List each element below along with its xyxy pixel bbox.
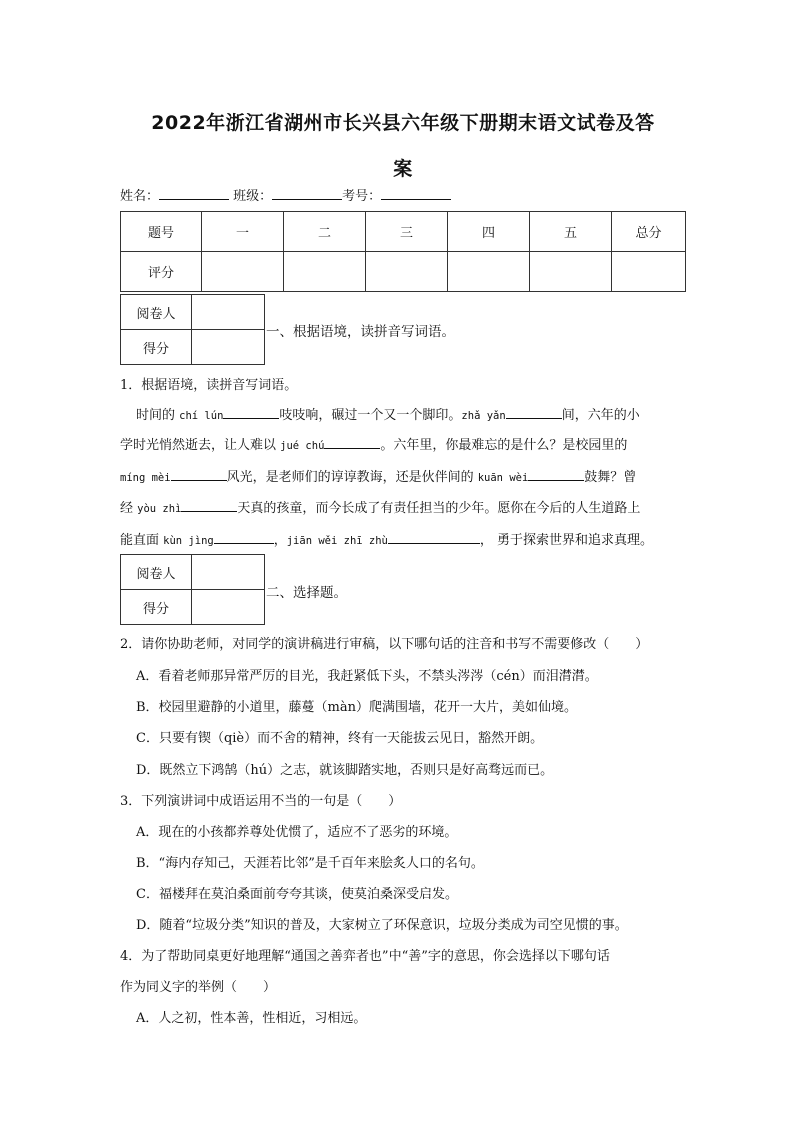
answer-blank xyxy=(223,405,279,419)
score-cell xyxy=(202,252,284,292)
name-label: 姓名： xyxy=(120,189,160,204)
score-cell xyxy=(192,330,265,365)
page-title: 2022年浙江省湖州市长兴县六年级下册期末语文试卷及答 案 xyxy=(151,112,655,180)
score-cell xyxy=(284,252,366,292)
pinyin: kùn jìng xyxy=(163,535,214,547)
question-3-option-c: C．福楼拜在莫泊桑面前夸夸其谈，使莫泊桑深受启发。 xyxy=(136,887,458,902)
reviewer-cell xyxy=(192,555,265,590)
pinyin: chí lún xyxy=(179,410,224,422)
score-header-cell: 一 xyxy=(202,212,284,252)
section-heading-2: 二、选择题。 xyxy=(266,585,347,601)
pinyin: zhǎ yǎn xyxy=(461,410,506,422)
student-info-line xyxy=(120,185,451,207)
pinyin: jué chú xyxy=(280,440,325,452)
class-label: 班级： xyxy=(233,189,273,204)
exam-number-label: 考号： xyxy=(342,189,382,204)
score-table-score-row xyxy=(121,252,686,292)
section-heading-1: 一、根据语境，读拼音写词语。 xyxy=(266,324,455,340)
score-cell xyxy=(612,252,686,292)
score-row-label: 评分 xyxy=(121,252,202,292)
answer-blank xyxy=(506,405,562,419)
score-table xyxy=(120,211,686,292)
reviewer-label: 阅卷人 xyxy=(121,555,192,590)
grader-box-section-2 xyxy=(120,554,265,625)
question-1-line: míng mèi 风光，是老师们的谆谆教诲，还是伙伴间的 kuān wèi 鼓舞？曾 xyxy=(120,466,686,485)
score-label: 得分 xyxy=(121,590,192,625)
score-header-cell: 五 xyxy=(530,212,612,252)
pinyin: jiān wěi zhī zhù xyxy=(286,535,388,547)
exam-number-blank xyxy=(381,185,451,200)
question-1-line: 经 yòu zhì 天真的孩童，而今长成了有责任担当的少年。愿你在今后的人生道路上 xyxy=(120,497,686,516)
question-1-line: 能直面 kùn jìng ，jiān wěi zhī zhù ， 勇于探索世界和追求真理。 xyxy=(120,529,686,548)
answer-blank xyxy=(181,498,237,512)
answer-blank xyxy=(171,467,227,481)
score-header-cell: 总分 xyxy=(612,212,686,252)
question-3-option-a: A．现在的小孩都养尊处优惯了，适应不了恶劣的环境。 xyxy=(136,825,458,840)
reviewer-label: 阅卷人 xyxy=(121,295,192,330)
class-blank xyxy=(272,185,342,200)
question-4-stem-line-2: 作为同义字的举例（ ） xyxy=(120,980,277,995)
question-2-option-a: A．看着老师那异常严厉的目光，我赶紧低下头，不禁头涔涔（cén）而泪潸潸。 xyxy=(136,669,598,684)
score-table-header-row xyxy=(121,212,686,252)
score-cell xyxy=(366,252,448,292)
question-3-stem: 3．下列演讲词中成语运用不当的一句是（ ） xyxy=(120,794,402,809)
question-2-option-c: C．只要有锲（qiè）而不舍的精神，终有一天能拔云见日，豁然开朗。 xyxy=(136,731,544,746)
question-2-option-b: B．校园里避静的小道里，藤蔓（màn）爬满围墙，花开一大片，美如仙境。 xyxy=(136,700,578,715)
question-4-stem-line-1: 4．为了帮助同桌更好地理解“通国之善弈者也”中“善”字的意思，你会选择以下哪句话 xyxy=(120,949,610,964)
question-1-line: 学时光悄然逝去，让人难以 jué chú 。六年里，你最难忘的是什么？是校园里的 xyxy=(120,434,686,453)
question-1-line: 时间的 chí lún 吱吱响，碾过一个又一个脚印。zhǎ yǎn 间，六年的小 xyxy=(136,404,702,423)
score-header-cell: 四 xyxy=(448,212,530,252)
question-3-option-b: B．“海内存知己，天涯若比邻”是千百年来脍炙人口的名句。 xyxy=(136,856,484,871)
pinyin: kuān wèi xyxy=(477,472,529,484)
question-3-option-d: D．随着“垃圾分类”知识的普及，大家树立了环保意识，垃圾分类成为司空见惯的事。 xyxy=(136,918,628,933)
answer-blank xyxy=(214,530,274,544)
reviewer-cell xyxy=(192,295,265,330)
score-label: 得分 xyxy=(121,330,192,365)
score-header-cell: 三 xyxy=(366,212,448,252)
name-blank xyxy=(159,185,229,200)
pinyin: míng mèi xyxy=(120,472,171,484)
question-4-option-a: A．人之初，性本善，性相近，习相远。 xyxy=(136,1011,367,1026)
answer-blank xyxy=(528,467,584,481)
question-2-option-d: D．既然立下鸿鹄（hú）之志，就该脚踏实地，否则只是好高骛远而已。 xyxy=(136,763,554,778)
score-header-cell: 二 xyxy=(284,212,366,252)
grader-box-section-1 xyxy=(120,294,265,365)
score-cell xyxy=(448,252,530,292)
question-1-title: 1．根据语境，读拼音写词语。 xyxy=(120,378,298,393)
answer-blank xyxy=(324,435,380,449)
pinyin: yòu zhì xyxy=(137,503,182,515)
score-cell xyxy=(192,590,265,625)
score-header-cell: 题号 xyxy=(121,212,202,252)
answer-blank xyxy=(388,530,480,544)
score-cell xyxy=(530,252,612,292)
question-2-stem: 2．请你协助老师，对同学的演讲稿进行审稿，以下哪句话的注音和书写不需要修改（ ） xyxy=(120,637,649,652)
